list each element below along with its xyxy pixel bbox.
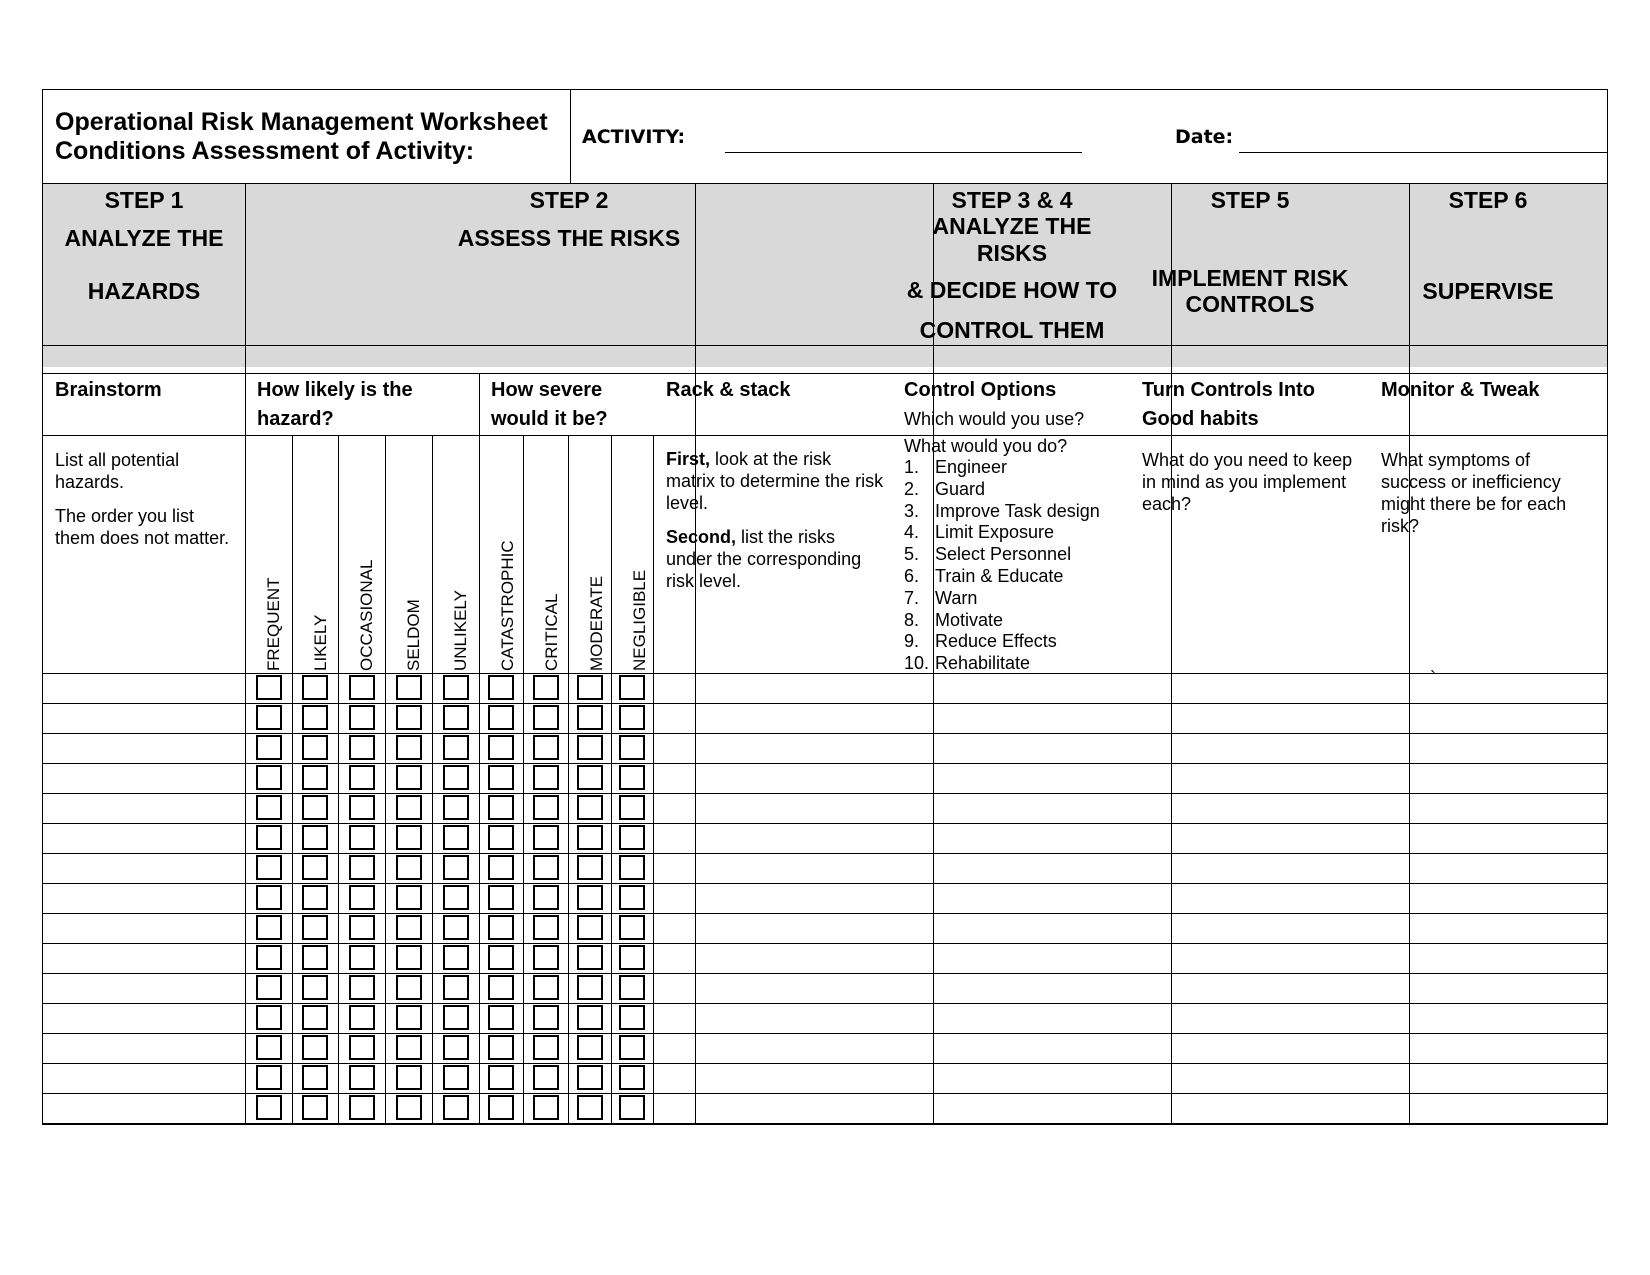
rating-checkbox[interactable] xyxy=(488,765,514,790)
rating-checkbox[interactable] xyxy=(256,795,282,820)
rating-checkbox[interactable] xyxy=(619,975,645,1000)
rating-checkbox[interactable] xyxy=(443,765,469,790)
step-2-header: STEP 2 ASSESS THE RISKS xyxy=(457,187,681,251)
grid-line xyxy=(43,883,1607,884)
rating-checkbox[interactable] xyxy=(488,885,514,910)
rating-checkbox[interactable] xyxy=(533,885,559,910)
control-option: 8. Motivate xyxy=(904,609,1004,630)
control-option: 9. Reduce Effects xyxy=(904,631,1057,652)
rating-checkbox[interactable] xyxy=(619,1095,645,1120)
rating-checkbox[interactable] xyxy=(349,885,375,910)
rating-checkbox[interactable] xyxy=(533,1065,559,1090)
severity-header: How severe would it be? xyxy=(491,379,608,430)
title-line-1: Operational Risk Management Worksheet xyxy=(55,108,548,136)
rating-checkbox[interactable] xyxy=(302,855,328,880)
grid-line xyxy=(43,823,1607,824)
control-option: 10. Rehabilitate xyxy=(904,653,1031,674)
rating-checkbox[interactable] xyxy=(302,765,328,790)
rating-checkbox[interactable] xyxy=(349,855,375,880)
rating-checkbox[interactable] xyxy=(533,1005,559,1030)
control-option: 3. Improve Task design xyxy=(904,500,1100,521)
rating-checkbox[interactable] xyxy=(577,945,603,970)
rating-checkbox[interactable] xyxy=(533,705,559,730)
rating-checkbox[interactable] xyxy=(619,675,645,700)
rating-checkbox[interactable] xyxy=(396,795,422,820)
rating-checkbox[interactable] xyxy=(443,675,469,700)
rating-checkbox[interactable] xyxy=(349,825,375,850)
grid-line xyxy=(43,793,1607,794)
rating-checkbox[interactable] xyxy=(396,765,422,790)
risk-worksheet xyxy=(42,89,1608,1125)
rating-checkbox[interactable] xyxy=(349,675,375,700)
rating-checkbox[interactable] xyxy=(619,1035,645,1060)
rating-checkbox[interactable] xyxy=(577,795,603,820)
monitor-tweak-header: Monitor & Tweak xyxy=(1381,379,1540,401)
rating-checkbox[interactable] xyxy=(396,945,422,970)
rating-checkbox[interactable] xyxy=(302,1005,328,1030)
rating-checkbox[interactable] xyxy=(619,1065,645,1090)
grid-line xyxy=(338,435,339,1123)
activity-label: ACTIVITY: xyxy=(582,126,686,148)
rating-checkbox[interactable] xyxy=(302,825,328,850)
rating-checkbox[interactable] xyxy=(256,1095,282,1120)
rating-checkbox[interactable] xyxy=(577,915,603,940)
rating-checkbox[interactable] xyxy=(443,885,469,910)
rating-checkbox[interactable] xyxy=(256,1005,282,1030)
rating-label: SELDOM xyxy=(404,599,423,671)
control-option: 2. Guard xyxy=(904,478,986,499)
rating-checkbox[interactable] xyxy=(488,945,514,970)
rating-label: UNLIKELY xyxy=(451,590,470,671)
grid-line xyxy=(43,373,1607,374)
grid-line xyxy=(43,1003,1607,1004)
rating-label: CRITICAL xyxy=(542,593,561,671)
grid-line xyxy=(43,733,1607,734)
rating-checkbox[interactable] xyxy=(443,1035,469,1060)
rating-checkbox[interactable] xyxy=(396,975,422,1000)
title-line-2: Conditions Assessment of Activity: xyxy=(55,137,475,165)
rating-checkbox[interactable] xyxy=(443,705,469,730)
control-option: 6. Train & Educate xyxy=(904,565,1064,586)
rating-checkbox[interactable] xyxy=(396,1005,422,1030)
grid-line xyxy=(292,435,293,1123)
rating-checkbox[interactable] xyxy=(619,855,645,880)
grid-line xyxy=(432,435,433,1123)
grid-line xyxy=(1171,183,1172,1123)
rating-checkbox[interactable] xyxy=(577,855,603,880)
rating-checkbox[interactable] xyxy=(443,735,469,760)
grid-line xyxy=(568,435,569,1123)
rating-checkbox[interactable] xyxy=(533,945,559,970)
rating-checkbox[interactable] xyxy=(302,1095,328,1120)
rating-checkbox[interactable] xyxy=(256,915,282,940)
rating-checkbox[interactable] xyxy=(533,675,559,700)
rating-checkbox[interactable] xyxy=(577,825,603,850)
control-option: 5. Select Personnel xyxy=(904,544,1072,565)
rating-checkbox[interactable] xyxy=(302,675,328,700)
rating-checkbox[interactable] xyxy=(256,975,282,1000)
grid-line xyxy=(570,90,571,183)
rating-checkbox[interactable] xyxy=(619,735,645,760)
rating-checkbox[interactable] xyxy=(577,705,603,730)
rating-checkbox[interactable] xyxy=(302,885,328,910)
rating-checkbox[interactable] xyxy=(443,795,469,820)
control-options-instructions: What would you do? 1. Engineer 2. Guard 3. Improve Task design 4. Limit Exposure 5. Select Personnel 6. Train & Educate 7. Warn 8. Motivate 9. Reduce Effects 10. Rehabilitate xyxy=(904,436,1124,675)
activity-field[interactable] xyxy=(725,152,1082,153)
grid-line xyxy=(1409,183,1410,1123)
rating-checkbox[interactable] xyxy=(349,915,375,940)
rating-checkbox[interactable] xyxy=(619,825,645,850)
grid-line xyxy=(43,913,1607,914)
rating-checkbox[interactable] xyxy=(488,1065,514,1090)
brainstorm-instructions: List all potential hazards. The order you list them does not matter. xyxy=(55,450,230,548)
turn-controls-header: Turn Controls Into Good habits xyxy=(1142,379,1315,430)
rating-checkbox[interactable] xyxy=(533,915,559,940)
rating-checkbox[interactable] xyxy=(302,945,328,970)
rating-checkbox[interactable] xyxy=(577,1065,603,1090)
rating-checkbox[interactable] xyxy=(443,855,469,880)
rating-label: CATASTROPHIC xyxy=(498,540,517,671)
rating-checkbox[interactable] xyxy=(349,735,375,760)
rating-checkbox[interactable] xyxy=(533,855,559,880)
rating-checkbox[interactable] xyxy=(443,825,469,850)
rating-checkbox[interactable] xyxy=(349,1065,375,1090)
rating-checkbox[interactable] xyxy=(533,795,559,820)
worksheet-title xyxy=(55,108,548,166)
rating-checkbox[interactable] xyxy=(577,1035,603,1060)
rack-stack-header: Rack & stack xyxy=(666,379,791,401)
grid-line xyxy=(43,1033,1607,1034)
grid-line xyxy=(43,183,1607,184)
control-options-list xyxy=(904,457,1124,675)
rating-checkbox[interactable] xyxy=(533,1035,559,1060)
grid-line xyxy=(43,435,1607,436)
rating-checkbox[interactable] xyxy=(396,675,422,700)
control-option: 1. Engineer xyxy=(904,457,1008,477)
rating-checkbox[interactable] xyxy=(488,825,514,850)
grid-line xyxy=(43,1123,1607,1124)
grid-line xyxy=(43,1093,1607,1094)
rating-checkbox[interactable] xyxy=(302,915,328,940)
rating-checkbox[interactable] xyxy=(256,1035,282,1060)
rating-checkbox[interactable] xyxy=(396,885,422,910)
grid-line xyxy=(43,943,1607,944)
rating-label: FREQUENT xyxy=(264,577,283,671)
rating-checkbox[interactable] xyxy=(396,855,422,880)
rating-checkbox[interactable] xyxy=(488,675,514,700)
rating-checkbox[interactable] xyxy=(577,975,603,1000)
control-options-header: Control Options Which would you use? xyxy=(904,379,1085,429)
grid-line xyxy=(43,673,1607,674)
rating-checkbox[interactable] xyxy=(619,795,645,820)
rating-checkbox[interactable] xyxy=(619,945,645,970)
grid-line xyxy=(43,1063,1607,1064)
date-field[interactable] xyxy=(1239,152,1607,153)
rating-checkbox[interactable] xyxy=(256,705,282,730)
grid-line xyxy=(653,435,654,1123)
rating-label: NEGLIGIBLE xyxy=(630,569,649,671)
rating-checkbox[interactable] xyxy=(302,1035,328,1060)
rating-checkbox[interactable] xyxy=(577,675,603,700)
rating-checkbox[interactable] xyxy=(443,1065,469,1090)
rating-checkbox[interactable] xyxy=(349,975,375,1000)
step-1-header: STEP 1 ANALYZE THE HAZARDS xyxy=(64,187,224,304)
rating-checkbox[interactable] xyxy=(443,975,469,1000)
grid-line xyxy=(43,973,1607,974)
rating-checkbox[interactable] xyxy=(302,975,328,1000)
rating-checkbox[interactable] xyxy=(349,945,375,970)
rating-checkbox[interactable] xyxy=(256,735,282,760)
rating-checkbox[interactable] xyxy=(349,705,375,730)
rating-checkbox[interactable] xyxy=(349,765,375,790)
rating-checkbox[interactable] xyxy=(349,1005,375,1030)
rating-label: OCCASIONAL xyxy=(357,559,376,671)
rating-checkbox[interactable] xyxy=(533,825,559,850)
rating-label: MODERATE xyxy=(587,575,606,671)
rating-checkbox[interactable] xyxy=(488,1005,514,1030)
grid-line xyxy=(695,183,696,1123)
rating-checkbox[interactable] xyxy=(533,735,559,760)
rating-checkbox[interactable] xyxy=(302,795,328,820)
rating-checkbox[interactable] xyxy=(302,1065,328,1090)
rack-stack-instructions: First, look at the risk matrix to determine the risk level. Second, list the risks under the corresponding risk level. xyxy=(666,449,884,591)
grid-line xyxy=(523,435,524,1123)
grid-line xyxy=(933,183,934,1123)
supervise-instructions: What symptoms of success or inefficiency might there be for each risk? xyxy=(1381,450,1567,536)
rating-checkbox[interactable] xyxy=(533,765,559,790)
step-5-header: STEP 5 IMPLEMENT RISK CONTROLS xyxy=(1151,187,1349,317)
rating-checkbox[interactable] xyxy=(619,885,645,910)
rating-checkbox[interactable] xyxy=(577,885,603,910)
rating-checkbox[interactable] xyxy=(256,675,282,700)
rating-checkbox[interactable] xyxy=(443,1005,469,1030)
brainstorm-header: Brainstorm xyxy=(55,379,162,401)
rating-checkbox[interactable] xyxy=(488,795,514,820)
rating-checkbox[interactable] xyxy=(488,915,514,940)
rating-label: LIKELY xyxy=(311,614,330,671)
rating-checkbox[interactable] xyxy=(577,1005,603,1030)
rating-checkbox[interactable] xyxy=(302,735,328,760)
rating-checkbox[interactable] xyxy=(256,765,282,790)
rating-checkbox[interactable] xyxy=(256,885,282,910)
rating-checkbox[interactable] xyxy=(577,1095,603,1120)
control-option: 7. Warn xyxy=(904,587,978,608)
rating-checkbox[interactable] xyxy=(396,915,422,940)
rating-checkbox[interactable] xyxy=(443,945,469,970)
rating-checkbox[interactable] xyxy=(349,1035,375,1060)
rating-checkbox[interactable] xyxy=(349,795,375,820)
rating-checkbox[interactable] xyxy=(619,765,645,790)
control-option: 4. Limit Exposure xyxy=(904,522,1055,543)
rating-checkbox[interactable] xyxy=(349,1095,375,1120)
stray-mark: ` xyxy=(1430,668,1436,688)
rating-checkbox[interactable] xyxy=(619,915,645,940)
rating-checkbox[interactable] xyxy=(488,1095,514,1120)
rating-checkbox[interactable] xyxy=(488,705,514,730)
rating-checkbox[interactable] xyxy=(619,705,645,730)
rating-checkbox[interactable] xyxy=(533,975,559,1000)
rating-checkbox[interactable] xyxy=(302,705,328,730)
rating-checkbox[interactable] xyxy=(396,1095,422,1120)
rating-checkbox[interactable] xyxy=(488,855,514,880)
rating-checkbox[interactable] xyxy=(396,1035,422,1060)
rating-checkbox[interactable] xyxy=(256,1065,282,1090)
rating-checkbox[interactable] xyxy=(577,765,603,790)
rating-checkbox[interactable] xyxy=(488,735,514,760)
rating-checkbox[interactable] xyxy=(443,915,469,940)
rating-checkbox[interactable] xyxy=(577,735,603,760)
rating-checkbox[interactable] xyxy=(256,855,282,880)
grid-line xyxy=(245,183,246,1123)
grid-line xyxy=(479,435,480,1123)
grid-line xyxy=(43,853,1607,854)
date-label: Date: xyxy=(1175,126,1234,148)
rating-checkbox[interactable] xyxy=(396,1065,422,1090)
rating-checkbox[interactable] xyxy=(488,975,514,1000)
rating-checkbox[interactable] xyxy=(443,1095,469,1120)
rating-checkbox[interactable] xyxy=(256,945,282,970)
step-3-4-header: STEP 3 & 4 ANALYZE THE RISKS & DECIDE HOW TO CONTROL THEM xyxy=(906,187,1118,343)
rating-checkbox[interactable] xyxy=(256,825,282,850)
step-6-header: STEP 6 SUPERVISE xyxy=(1422,187,1554,304)
grid-line xyxy=(479,373,480,435)
implement-instructions: What do you need to keep in mind as you implement each? xyxy=(1142,450,1353,514)
grid-line xyxy=(611,435,612,1123)
rating-checkbox[interactable] xyxy=(619,1005,645,1030)
rating-checkbox[interactable] xyxy=(396,705,422,730)
grid-line xyxy=(43,345,1607,346)
likelihood-header: How likely is the hazard? xyxy=(257,379,413,430)
rating-checkbox[interactable] xyxy=(396,735,422,760)
rating-checkbox[interactable] xyxy=(488,1035,514,1060)
grid-line xyxy=(43,703,1607,704)
grid-line xyxy=(385,435,386,1123)
rating-checkbox[interactable] xyxy=(396,825,422,850)
rating-checkbox[interactable] xyxy=(533,1095,559,1120)
grid-line xyxy=(43,763,1607,764)
